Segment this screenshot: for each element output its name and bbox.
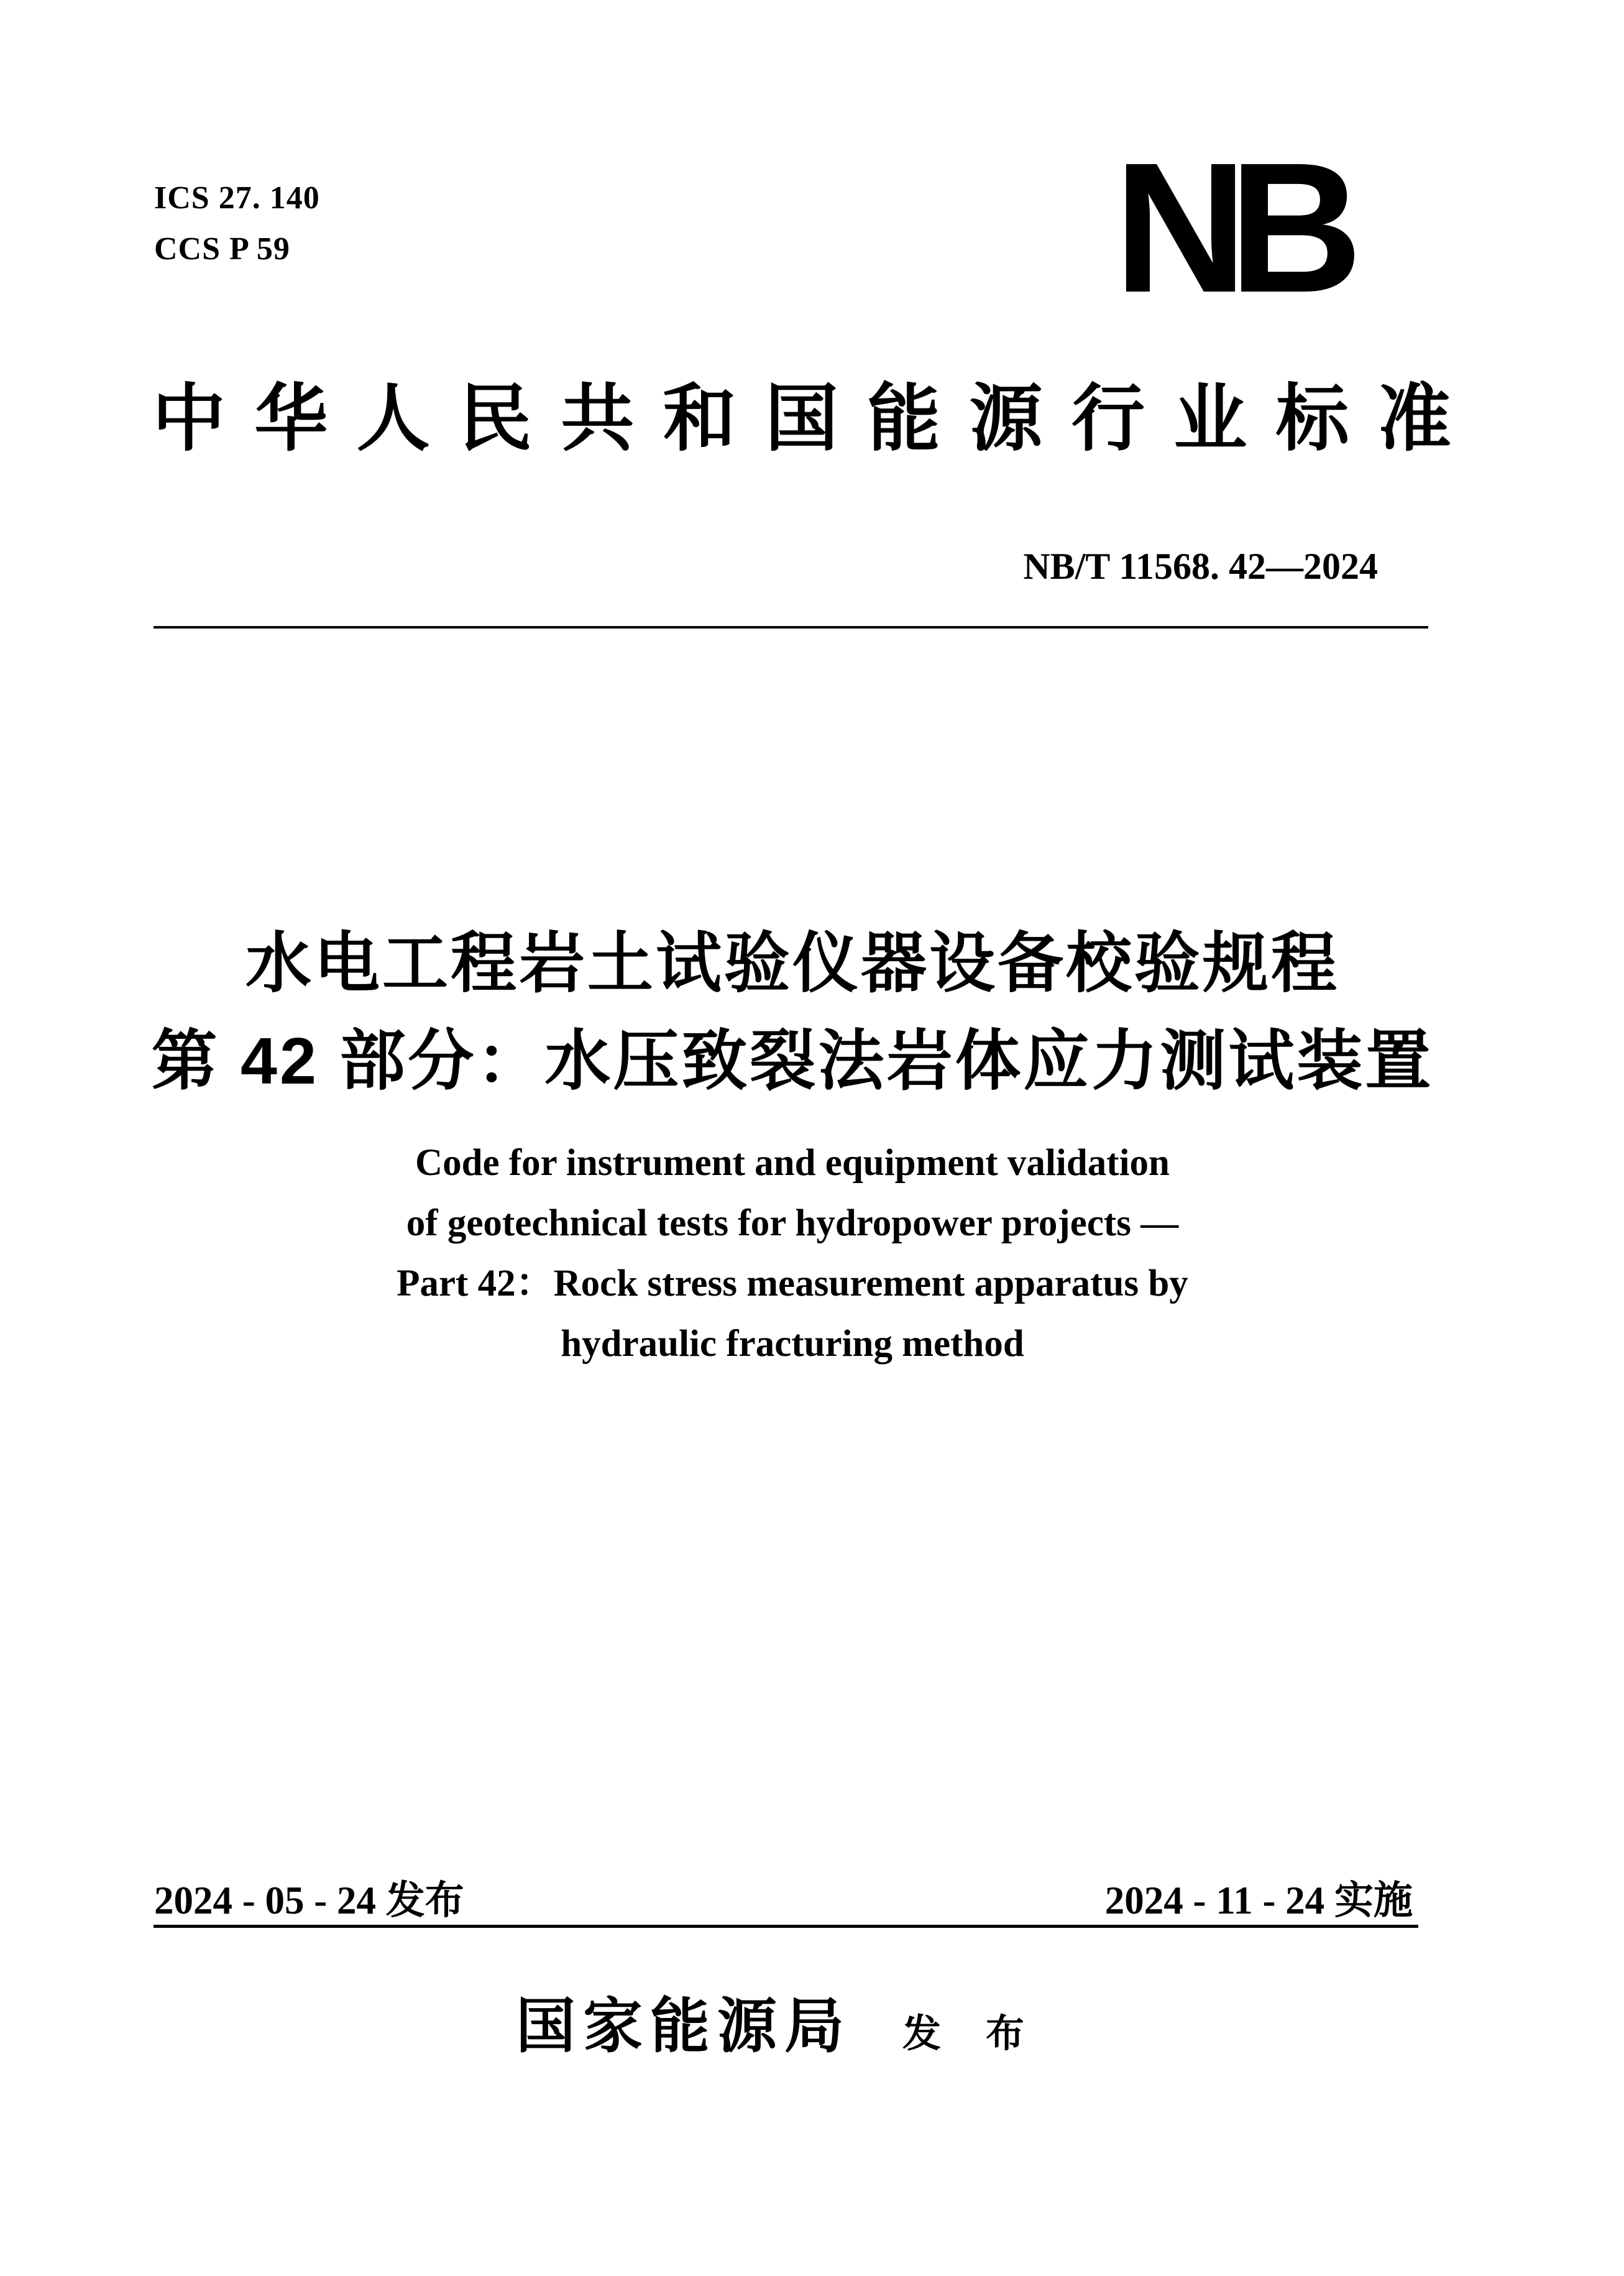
main-title-zh-line2: 第 42 部分：水压致裂法岩体应力测试装置 — [151, 1025, 1434, 1098]
title-en-line4: hydraulic fracturing method — [561, 1323, 1024, 1365]
publisher-row — [0, 1993, 1585, 2061]
header-title-char: 国 — [764, 379, 838, 460]
header-title-char: 准 — [1377, 379, 1451, 460]
header-title-char: 共 — [561, 379, 635, 460]
main-title-zh — [0, 915, 1585, 1110]
header-title-char: 华 — [254, 379, 328, 460]
ccs-code: CCS P 59 — [154, 231, 290, 267]
header-title — [152, 380, 1451, 458]
header-title-char: 行 — [1071, 379, 1145, 460]
issue-date: 2024 - 05 - 24 发布 — [154, 1879, 464, 1922]
main-title-zh-line1: 水电工程岩土试验仪器设备校验规程 — [245, 927, 1339, 1000]
header-title-char: 能 — [867, 379, 941, 460]
bottom-divider-rule — [154, 1925, 1418, 1928]
header-title-char: 人 — [356, 379, 430, 460]
title-en-line2: of geotechnical tests for hydropower projects — — [406, 1202, 1179, 1244]
header-title-char: 中 — [152, 379, 226, 460]
publish-label: 发布 — [902, 2013, 1069, 2055]
header-title-char: 业 — [1173, 379, 1247, 460]
classification-codes — [154, 173, 320, 275]
title-en-line1: Code for instrument and equipment validation — [415, 1142, 1170, 1184]
nb-logo: NB — [1114, 124, 1344, 331]
top-divider-rule — [154, 626, 1428, 629]
standard-number: NB/T 11568. 42—2024 — [1023, 546, 1378, 587]
header-title-char: 民 — [458, 379, 532, 460]
ics-code: ICS 27. 140 — [154, 180, 320, 216]
header-title-char: 源 — [969, 379, 1043, 460]
header-title-char: 和 — [663, 379, 736, 460]
title-en — [0, 1133, 1585, 1374]
header-title-char: 标 — [1275, 379, 1349, 460]
title-en-line3: Part 42：Rock stress measurement apparatus by — [397, 1263, 1188, 1304]
publisher-name: 国家能源局 — [515, 1993, 851, 2060]
implement-date: 2024 - 11 - 24 实施 — [1104, 1879, 1413, 1922]
